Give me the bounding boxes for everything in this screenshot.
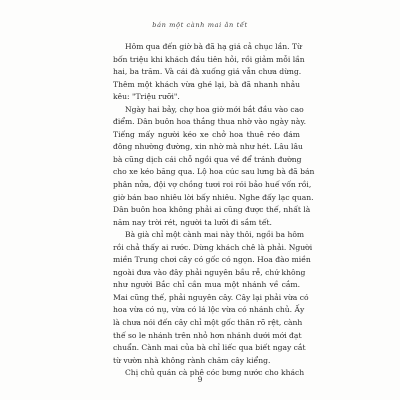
text-line: cho xe kéo băng qua. Lộ hoa cúc sau lưng bà đã bán xyxy=(113,167,315,177)
text-line: Ngày hai bảy, chợ hoa giờ mới bắt đầu vào cao xyxy=(125,104,304,114)
text-line: điểm. Dân buôn hoa thắng thua nhờ vào ngày này. xyxy=(113,117,307,127)
text-line: đông nhường đường, xin nhờ mà như hét. Lâu lâu xyxy=(113,142,303,152)
text-line: như người Bắc chỉ cần mua một nhánh về cắm. xyxy=(113,280,300,290)
text-line: từ vườn nhà không rành chăm cây kiểng. xyxy=(113,355,271,365)
text-line: Dân buôn hoa không phải ai cũng được thế, nhất là xyxy=(113,205,311,215)
text-line: Chị chủ quán cà phê cóc bưng nước cho khách xyxy=(125,368,305,378)
text-line: Hôm qua đến giờ bà đã hạ giá cả chục lần. Từ xyxy=(125,42,302,51)
text-line: hai, ba trăm. Và cái đà xuống giá vẫn chưa dừng. xyxy=(113,67,302,77)
paragraph xyxy=(101,229,313,367)
text-line: là chưa nói đến cây chỉ một gốc thân rõ rệt, cành xyxy=(113,318,303,328)
text-line: rồi chả thấy ai rước. Dừng khách chê là phải. Người xyxy=(113,242,313,252)
text-line: kêu: "Triệu rưỡi". xyxy=(113,92,180,102)
text-line: chuẩn. Cành mai của bà chỉ liếc qua biết ngay cắt xyxy=(113,343,306,353)
paragraph xyxy=(101,104,315,229)
text-line: phân nửa, đội vợ chồng tươi roi rói bảo huế vốn rồi, xyxy=(113,180,312,190)
text-line: Thêm một khách vừa ghé lại, bà đã nhanh nhảu xyxy=(113,79,300,89)
text-line: bà cũng dịch cái chỗ ngồi qua về để tránh đường xyxy=(113,154,302,164)
text-line: giờ bán bao nhiêu lời bấy nhiêu. Nghe đấy lạc quan. xyxy=(113,192,314,202)
text-line: ngoài đưa vào đây phải nguyên bầu rễ, chứ không xyxy=(113,267,306,277)
text-line: năm nay trời rét, người ta lưỡi đi sắm tết. xyxy=(113,217,272,227)
paragraph xyxy=(101,41,305,104)
text-line: bốn triệu khi khách đầu tiên hỏi, rồi giảm mỗi lần xyxy=(113,54,305,64)
running-header: bán một cành mai ăn tết xyxy=(152,21,248,29)
text-line: Tiếng mấy người kéo xe chở hoa thuê réo đám xyxy=(113,129,300,139)
text-line: Mai cũng thế, phải nguyên cây. Cây lại phải vừa có xyxy=(113,292,309,302)
page-number: 9 xyxy=(197,375,203,384)
text-line: Bà già chỉ một cành mai này thôi, ngồi ba hôm xyxy=(125,230,305,240)
text-line: thế so le nhánh trên nhỏ hơn nhánh dưới mới đạt xyxy=(113,330,302,340)
text-line: miền Trung chơi cây có gốc có ngọn. Hoa đào miền xyxy=(113,255,311,265)
text-line: hoa vừa có nụ, vừa có lá lộc vừa có nhánh chủ. Ấy xyxy=(113,305,305,315)
body-text xyxy=(101,41,315,380)
